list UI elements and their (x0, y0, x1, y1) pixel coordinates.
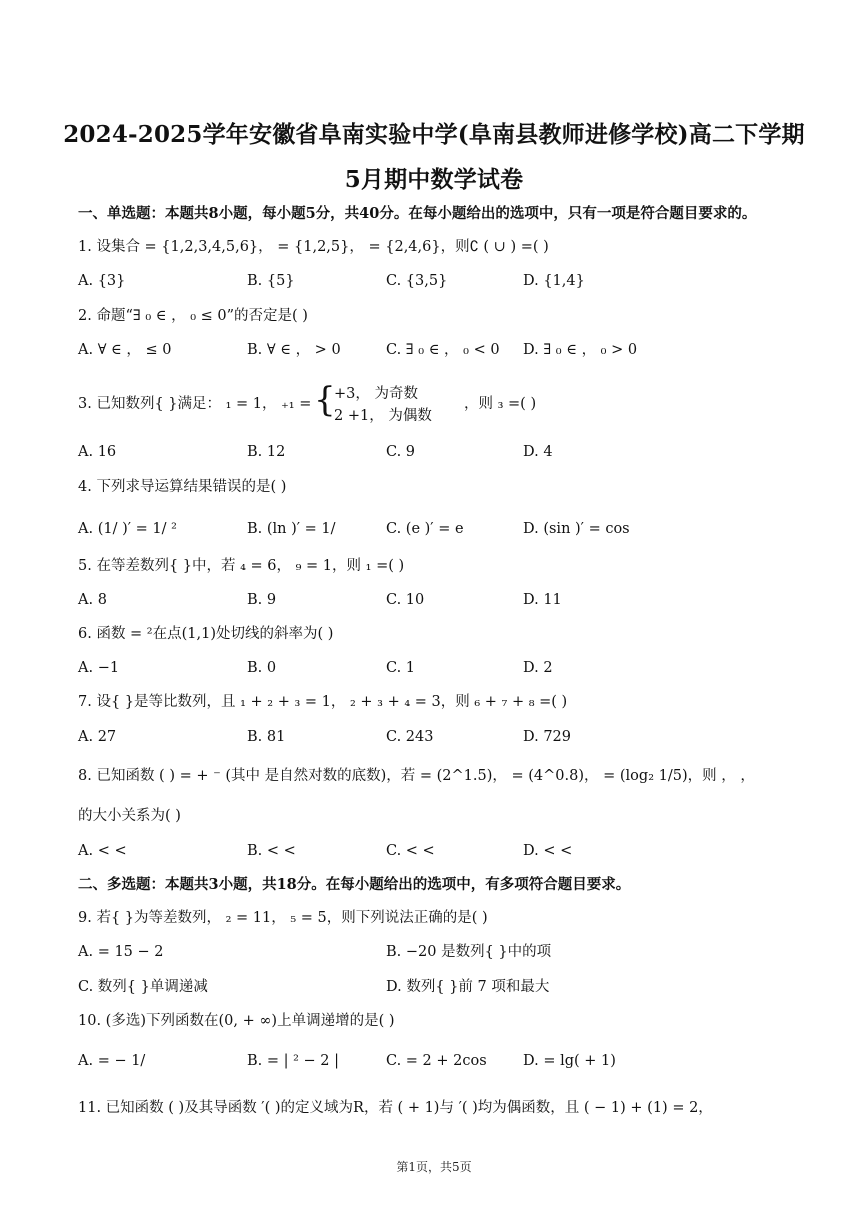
q2-option-d: D. ∃ ₀ ∈ ， ₀ > 0 (523, 342, 638, 358)
q9-option-b: B. −20 是数列{ }中的项 (386, 944, 552, 960)
q7-option-a: A. 27 (78, 729, 117, 745)
section-1-header: 一、单选题：本题共8小题，每小题5分，共40分。在每小题给出的选项中，只有一项是符合题目要求的。 (78, 205, 757, 222)
q3-option-a: A. 16 (78, 444, 117, 460)
q3-stem-left: 3. 已知数列{ }满足： ₁ = 1， ₊₁ = (78, 396, 312, 412)
page-footer: 第1页，共5页 (396, 1160, 472, 1174)
q6-option-d: D. 2 (523, 660, 553, 676)
q5-option-c: C. 10 (386, 592, 425, 608)
q11-stem: 11. 已知函数 ( )及其导函数 ′( )的定义域为R，若 ( + 1)与 ′( )均为偶函数，且 ( − 1) + (1) = 2， (78, 1100, 713, 1116)
title-line-1: 2024-2025学年安徽省阜南实验中学(阜南县教师进修学校)高二下学期 (63, 121, 805, 148)
q5-option-b: B. 9 (247, 592, 277, 608)
q9-stem: 9. 若{ }为等差数列， ₂ = 11， ₅ = 5，则下列说法正确的是( ) (78, 910, 488, 926)
q3-option-b: B. 12 (247, 444, 286, 460)
q7-stem: 7. 设{ }是等比数列，且 ₁ + ₂ + ₃ = 1， ₂ + ₃ + ₄ = 3，则 ₆ + ₇ + ₈ =( ) (78, 694, 568, 710)
q4-stem: 4. 下列求导运算结果错误的是( ) (78, 479, 287, 495)
q6-option-a: A. −1 (78, 660, 120, 676)
q3-case-1: +3， 为奇数 (334, 386, 418, 402)
q10-option-a: A. = − 1/ (78, 1053, 146, 1069)
q7-option-b: B. 81 (247, 729, 286, 745)
q2-stem: 2. 命题“∃ ₀ ∈ ， ₀ ≤ 0”的否定是( ) (78, 308, 308, 324)
q7-option-d: D. 729 (523, 729, 572, 745)
q5-option-a: A. 8 (78, 592, 107, 608)
q4-option-a: A. (1/ )′ = 1/ ² (78, 521, 177, 537)
q4-option-d: D. (sin )′ = cos (523, 521, 630, 537)
q8-stem-line-1: 8. 已知函数 ( ) = + ⁻ (其中 是自然对数的底数)，若 = (2^1.5)， = (4^0.8)， = (log₂ 1/5)，则 ， ， (78, 768, 755, 784)
q9-option-a: A. = 15 − 2 (78, 944, 164, 960)
q5-stem: 5. 在等差数列{ }中，若 ₄ = 6， ₉ = 1，则 ₁ =( ) (78, 558, 405, 574)
q4-option-b: B. (ln )′ = 1/ (247, 521, 336, 537)
q8-option-d: D. < < (523, 843, 573, 859)
q3-case-2: 2 +1， 为偶数 (334, 408, 432, 424)
q3-brace: { (314, 380, 336, 420)
q1-option-d: D. {1,4} (523, 273, 585, 289)
q1-stem: 1. 设集合 = {1,2,3,4,5,6}， = {1,2,5}， = {2,4,6}，则∁ ( ∪ ) =( ) (78, 239, 549, 255)
q8-option-c: C. < < (386, 843, 435, 859)
q10-option-c: C. = 2 + 2cos (386, 1053, 487, 1069)
q1-option-a: A. {3} (78, 273, 126, 289)
q8-option-a: A. < < (78, 843, 127, 859)
section-2-header: 二、多选题：本题共3小题，共18分。在每小题给出的选项中，有多项符合题目要求。 (78, 876, 631, 893)
q6-stem: 6. 函数 = ²在点(1,1)处切线的斜率为( ) (78, 626, 334, 642)
q10-option-d: D. = lg( + 1) (523, 1053, 616, 1069)
q3-stem-right: ，则 ₃ =( ) (464, 396, 537, 412)
q2-option-a: A. ∀ ∈ ， ≤ 0 (78, 342, 172, 358)
q10-option-b: B. = | ² − 2 | (247, 1053, 340, 1069)
q8-stem-line-2: 的大小关系为( ) (78, 808, 181, 824)
q9-option-d: D. 数列{ }前 7 项和最大 (386, 979, 550, 995)
q2-option-b: B. ∀ ∈ ， > 0 (247, 342, 341, 358)
q4-option-c: C. (e )′ = e (386, 521, 464, 537)
q10-stem: 10. (多选)下列函数在(0, + ∞)上单调递增的是( ) (78, 1013, 395, 1029)
q6-option-b: B. 0 (247, 660, 277, 676)
q5-option-d: D. 11 (523, 592, 562, 608)
q8-option-b: B. < < (247, 843, 296, 859)
q1-option-c: C. {3,5} (386, 273, 448, 289)
title-line-2: 5月期中数学试卷 (344, 166, 524, 193)
q7-option-c: C. 243 (386, 729, 434, 745)
q3-option-c: C. 9 (386, 444, 416, 460)
q6-option-c: C. 1 (386, 660, 416, 676)
q1-option-b: B. {5} (247, 273, 295, 289)
q9-option-c: C. 数列{ }单调递减 (78, 979, 208, 995)
q3-option-d: D. 4 (523, 444, 553, 460)
q2-option-c: C. ∃ ₀ ∈ ， ₀ < 0 (386, 342, 500, 358)
